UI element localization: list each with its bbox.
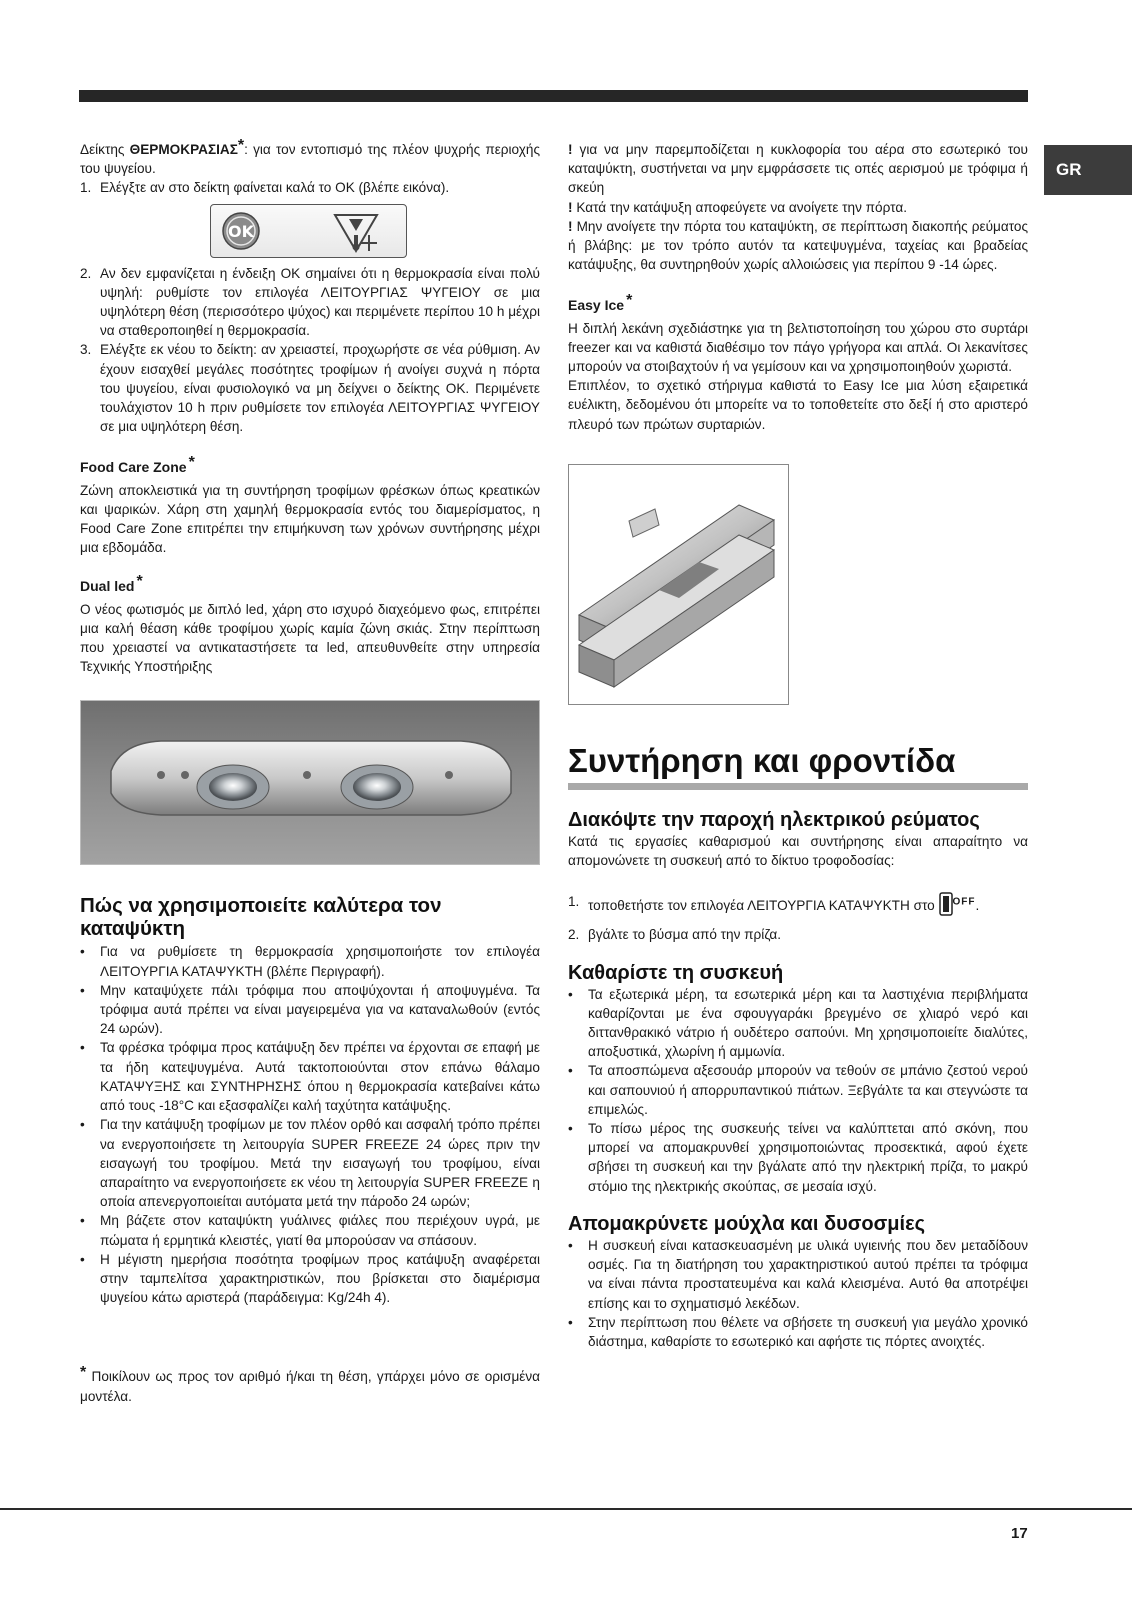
thermometer-snowflake-icon [335,215,377,251]
list-item: • Η συσκευή είναι κατασκευασμένη με υλικά υγιεινής που δεν μεταδίδουν οσμές. Για τη διατήρηση του χαρακτηριστικού αυτού πρέπει τα τρόφιμα να είναι πάντα προστατευμένα και καλά κλεισμένα. Αυτό θα αποτρέψει επίσης και το σχηματισμό λεκέδων. [568,1237,1028,1311]
list-item: • Το πίσω μέρος της συσκευής τείνει να καλύπτεται από σκόνη, που μπορεί να απομακρυνθεί χρησιμοποιώντας προσεκτικά, αφού έχετε σβήσει τη συσκευή και την βγάλατε από την ηλεκτρική πρίζα, το μακρύ στόμιο της ηλεκτρικής σκούπας, σε μεσαία ισχύ. [568,1121,1028,1194]
temperature-steps [80,178,540,197]
temperature-steps-continued [80,264,540,437]
temp-step-2-text: Αν δεν εμφανίζεται η ένδειξη ΟΚ σημαίνει ότι η θερμοκρασία είναι πολύ υψηλή: ρυθμίστε τον επιλογέα ΛΕΙΤΟΥΡΓΙΑΣ ΨΥΓΕΙΟΥ σε μια υψηλότερη θέση (περισσότερο ψύχος) και περιμένετε περίπου 10 h μέχρι να σταθεροποιηθεί η θερμοκρασία. [100,265,540,339]
warning-door-freezing: ! Κατά την κατάψυξη αποφεύγετε να ανοίγετε την πόρτα. [568,199,907,215]
temp-step-1-text: Ελέγξτε αν στο δείκτη φαίνεται καλά το ΟΚ (βλέπε εικόνα). [100,180,450,196]
warning-power-failure: ! Μην ανοίγετε την πόρτα του καταψύκτη, σε περίπτωση διακοπής ρεύματος ή βλάβης: με τον τρόπο αυτόν τα κατεψυγμένα, ταχείας και βραδείας κατάψυξης, θα συντηρηθούν χωρίς αλλοιώσεις για περίπου 9 -14 ώρες. [568,218,1028,273]
dual-led-text: Ο νέος φωτισμός με διπλό led, χάρη στο ισχυρό διαχεόμενο φως, επιτρέπει μια καλή θέαση κάθε τροφίμου χωρίς καμία ζώνη σκιάς. Στην περίπτωση που χρειαστεί να αντικαταστήσετε τα led, απευθυνθείτε στην υπηρεσία Τεχνικής Υποστήριξης [80,601,540,675]
temp-prefix: Δείκτης [80,142,130,157]
power-steps [568,892,1028,944]
footnote-star: * [80,1364,87,1382]
easy-ice-text-2: Επιπλέον, το σχετικό στήριγμα καθιστά το Easy Ice μια λύση εξαιρετικά ευέλικτη, δεδομένου ότι μπορείτε να το τοποθετείτε στο δεξί ή στο αριστερό πλευρό των πρώτων συρταριών. [568,378,1028,432]
dual-led-heading: Dual led * [80,573,143,595]
odors-list [568,1236,1028,1351]
cleaning-heading: Καθαρίστε τη συσκευή [568,961,784,984]
easy-ice-text-1: Η διπλή λεκάνη σχεδιάστηκε για τη βελτιστοποίηση του χώρου στο συρτάρι freezer και να καθιστά διαθέσιμο τον πάγο γρήγορα και απλά. Οι λεκανίτσες μπορούν να στοιβαχτούν ή να γεμίσουν και να χρησιμοποιηθούν χωριστά. [568,320,1028,375]
temp-step-1: 1. Ελέγξτε αν στο δείκτη φαίνεται καλά το ΟΚ (βλέπε εικόνα). [80,180,450,196]
temp-rest: : για τον εντοπισμό της πλέον ψυχρής περιοχής του ψυγείου. [80,142,540,177]
temp-step-3-text: Ελέγξτε εκ νέου το δείκτη: αν χρειαστεί, προχωρήστε σε νέα ρύθμιση. Αν έχουν εισαχθεί μεγάλες ποσότητες τροφίμων ή ανοίγει συχνά η πόρτα του ψυγείου, είναι φυσιολογικό να μη δείχνει ο δείκτης ΟΚ. Περιμένετε τουλάχιστον 10 h πριν ρυθμίσετε τον επιλογέα ΛΕΙΤΟΥΡΓΙΑΣ ΨΥΓΕΙΟΥ σε μια υψηλότερη θέση. [100,342,540,435]
odors-heading: Απομακρύνετε μούχλα και δυσοσμίες [568,1212,925,1235]
footer-rule [0,1508,1132,1510]
temp-step-3: 3. Ελέγξτε εκ νέου το δείκτη: αν χρειαστεί, προχωρήστε σε νέα ρύθμιση. Αν έχουν εισαχθεί μεγάλες ποσότητες τροφίμων ή ανοίγει συχνά η πόρτα του ψυγείου, είναι φυσιολογικό να μη δείχνει ο δείκτης ΟΚ. Περιμένετε τουλάχιστον 10 h πριν ρυθμίσετε τον επιλογέα ΛΕΙΤΟΥΡΓΙΑΣ ΨΥΓΕΙΟΥ σε μια υψηλότερη θέση. [80,342,540,435]
easy-ice-heading: Easy Ice * [568,292,633,314]
power-step-2: 2. βγάλτε το βύσμα από την πρίζα. [568,927,782,943]
food-care-zone-heading: Food Care Zone * [80,454,195,476]
list-item: • Για την κατάψυξη τροφίμων με τον πλέον ορθό και ασφαλή τρόπο πρέπει να ενεργοποιήσετε τη λειτουργία SUPER FREEZE 24 ώρες πριν την εισαγωγή του τροφίμου. Μετά την εισαγωγή του τροφίμου, είναι απαραίτητο να ενεργοποιήσετε εκ νέου τη λειτουργία SUPER FREEZE η οποία απενεργοποιείται αυτόματα μετά την πάροδο 24 ωρών; [80,1117,540,1210]
temp-step-2: 2. Αν δεν εμφανίζεται η ένδειξη ΟΚ σημαίνει ότι η θερμοκρασία είναι πολύ υψηλή: ρυθμίστε τον επιλογέα ΛΕΙΤΟΥΡΓΙΑΣ ΨΥΓΕΙΟΥ σε μια υψηλότερη θέση (περισσότερο ψύχος) και περιμένετε περίπου 10 h μέχρι να σταθεροποιηθεί η θερμοκρασία. [80,265,540,339]
cleaning-list [568,985,1028,1196]
footnote-text: Ποικίλουν ως προς τον αριθμό ή/και τη θέση, γπάρχει μόνο σε ορισμένα μοντέλα. [80,1369,540,1404]
warning-airflow: ! για να μην παρεμποδίζεται η κυκλοφορία του αέρα στο εσωτερικό του καταψύκτη, συστήνεται να μην εμφράσσετε τις οπές αερισμού με τρόφιμα ή σκεύη [568,142,1028,196]
header-rule [79,90,1028,102]
led-light-icon [197,765,269,809]
freezer-tips-list [80,942,540,1307]
ice-tray-icon [579,505,774,687]
temp-star: * [237,137,245,154]
left-column [80,137,540,1406]
temp-bold-label: ΘΕΡΜΟΚΡΑΣΙΑΣ [129,142,238,157]
ok-label: OK [228,221,254,241]
maintenance-heading: Συντήρηση και φροντίδα [568,741,956,779]
maintenance-heading-rule [568,783,1028,790]
power-step-1: 1. τοποθετήστε τον επιλογέα ΛΕΙΤΟΥΡΓΙΑ ΚΑΤΑΨΥΚΤΗ στο $^{OFF}$. [568,892,1028,921]
dual-led-photo [80,700,540,865]
food-care-zone-text: Ζώνη αποκλειστικά για τη συντήρηση τροφίμων φρέσκων όπως κρεατικών και ψαρικών. Χάρη στη χαμηλή θερμοκρασία εντός του διαμερίσματος, η Food Care Zone επιτρέπει την επιμήκυνση των χρόνων συντήρησης μέχρι μια εβδομάδα. [80,482,540,556]
easy-ice-photo [568,464,789,705]
ok-indicator-figure [210,204,407,258]
power-heading: Διακόψτε την παροχή ηλεκτρικού ρεύματος [568,808,980,831]
ok-indicator-graphic [211,205,405,256]
right-column [568,140,1028,1351]
led-light-icon [341,765,413,809]
language-tab: GR [1044,145,1132,195]
off-symbol-icon [939,892,953,921]
page-number: 17 [1011,1525,1028,1542]
temperature-indicator-intro [80,137,540,178]
list-item: • Η μέγιστη ημερήσια ποσότητα τροφίμων προς κατάψυξη αναφέρεται στην ταμπελίτσα χαρακτηριστικών, που βρίσκεται στο διαμέρισμα ψυγείου κάτω αριστερά (παράδειγμα: Kg/24h 4). [80,1251,540,1306]
maintenance-section [568,741,1028,1351]
list-item: • Τα φρέσκα τρόφιμα προς κατάψυξη δεν πρέπει να έρχονται σε επαφή με τα ήδη κατεψυγμένα. Αυτά τακτοποιούνται στον επάνω θάλαμο ΚΑΤΑΨΥΞΗΣ και ΣΥΝΤΗΡΗΣΗΣ όπου η θερμοκρασία κατεβαίνει κάτω από τους -18°C και εξασφαλίζει καλή ταχύτητα κατάψυξης. [80,1040,540,1114]
list-item: • Για να ρυθμίσετε τη θερμοκρασία χρησιμοποιήστε τον επιλογέα ΛΕΙΤΟΥΡΓΙΑ ΚΑΤΑΨΥΚΤΗ (βλέπε Περιγραφή). [80,944,540,979]
freezer-usage-heading: Πώς να χρησιμοποιείτε καλύτερα τον καταψύκτη [80,894,442,941]
list-item: • Μην καταψύχετε πάλι τρόφιμα που αποψύχονται ή αποψυγμένα. Τα τρόφιμα αυτά πρέπει να είναι μαγειρεμένα για να καταναλωθούν (εντός 24 ωρών). [80,982,540,1037]
list-item: • Μη βάζετε στον καταψύκτη γυάλινες φιάλες που περιέχουν υγρά, με πώματα ή ερμητικά κλειστές, γιατί θα μπορούσαν να σπάσουν. [80,1213,540,1248]
list-item: • Στην περίπτωση που θέλετε να σβήσετε τη συσκευή για μεγάλο χρονικό διάστημα, καθαρίστε το εσωτερικό και αφήστε τις πόρτες ανοιχτές. [568,1314,1028,1349]
footnote [80,1364,540,1405]
list-item: • Τα αποσπώμενα αξεσουάρ μπορούν να τεθούν σε μπάνιο ζεστού νερού και σαπουνιού ή απορρυπαντικού πιάτων. Ξεβγάλτε τα και στεγνώστε τα επιμελώς. [568,1063,1028,1117]
power-intro: Κατά τις εργασίες καθαρισμού και συντήρησης είναι απαραίτητο να απομονώνετε τη συσκευή από το δίκτυο τροφοδοσίας: [568,833,1028,869]
list-item: • Τα εξωτερικά μέρη, τα εσωτερικά μέρη και τα λαστιχένια περιβλήματα καθαρίζονται με ένα σφουγγαράκι βρεγμένο σε χλιαρό νερό και διττανθρακικό νάτριο ή ουδέτερο σαπούνι. Μη χρησιμοποιείτε διαλύτες, αποξυστικά, χλωρίνη ή αμμωνία. [568,986,1028,1060]
off-label: OFF [952,896,976,908]
